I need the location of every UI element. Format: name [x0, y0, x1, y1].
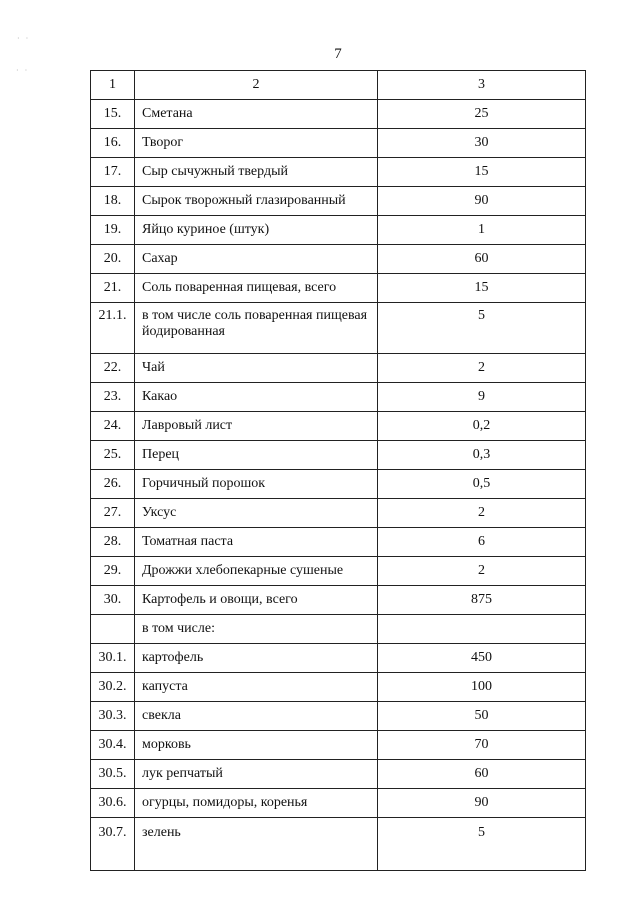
- item-quantity: 2: [378, 354, 586, 383]
- row-number: 18.: [91, 187, 135, 216]
- row-number: 20.: [91, 245, 135, 274]
- row-number: 26.: [91, 470, 135, 499]
- row-number: 30.5.: [91, 760, 135, 789]
- page-number: 7: [334, 46, 342, 62]
- row-number: 28.: [91, 528, 135, 557]
- item-name: Томатная паста: [135, 528, 378, 557]
- table-row: [91, 412, 586, 441]
- item-name: Уксус: [135, 499, 378, 528]
- table-row: [91, 245, 586, 274]
- row-number: 19.: [91, 216, 135, 245]
- row-number: 30.7.: [91, 818, 135, 871]
- item-quantity: 90: [378, 789, 586, 818]
- table-row: [91, 129, 586, 158]
- item-quantity: 0,2: [378, 412, 586, 441]
- table-row: [91, 760, 586, 789]
- item-name: Чай: [135, 354, 378, 383]
- item-name: лук репчатый: [135, 760, 378, 789]
- item-quantity: 450: [378, 644, 586, 673]
- table-row: [91, 100, 586, 129]
- header-cell: 3: [378, 71, 586, 100]
- item-name: Сыр сычужный твердый: [135, 158, 378, 187]
- table-row: [91, 702, 586, 731]
- table-row: [91, 557, 586, 586]
- row-number: 21.: [91, 274, 135, 303]
- item-quantity: 875: [378, 586, 586, 615]
- item-quantity: 60: [378, 245, 586, 274]
- item-name: свекла: [135, 702, 378, 731]
- item-quantity: 0,3: [378, 441, 586, 470]
- row-number: 27.: [91, 499, 135, 528]
- scan-artifact: · ·: [17, 34, 31, 43]
- item-name: капуста: [135, 673, 378, 702]
- item-quantity: 5: [378, 818, 586, 871]
- scan-artifact: · ·: [16, 66, 30, 75]
- item-name: зелень: [135, 818, 378, 871]
- item-name: картофель: [135, 644, 378, 673]
- item-quantity: 15: [378, 158, 586, 187]
- item-name: Перец: [135, 441, 378, 470]
- table-row: [91, 303, 586, 354]
- item-quantity: 9: [378, 383, 586, 412]
- table-row: [91, 187, 586, 216]
- item-quantity: 15: [378, 274, 586, 303]
- table-row: [91, 731, 586, 760]
- row-number: 30.1.: [91, 644, 135, 673]
- item-quantity: 30: [378, 129, 586, 158]
- table-row: [91, 528, 586, 557]
- item-quantity: 1: [378, 216, 586, 245]
- item-quantity: 100: [378, 673, 586, 702]
- item-quantity: 25: [378, 100, 586, 129]
- header-cell: 1: [91, 71, 135, 100]
- table-row: [91, 644, 586, 673]
- table-row: [91, 818, 586, 871]
- row-number: [91, 615, 135, 644]
- item-quantity: 2: [378, 557, 586, 586]
- item-quantity: 0,5: [378, 470, 586, 499]
- table-row: [91, 615, 586, 644]
- row-number: 16.: [91, 129, 135, 158]
- item-name: Творог: [135, 129, 378, 158]
- item-name: Какао: [135, 383, 378, 412]
- norms-table: [90, 70, 586, 871]
- item-name: огурцы, помидоры, коренья: [135, 789, 378, 818]
- item-quantity: [378, 615, 586, 644]
- row-number: 30.6.: [91, 789, 135, 818]
- table-row: [91, 383, 586, 412]
- header-cell: 2: [135, 71, 378, 100]
- item-quantity: 60: [378, 760, 586, 789]
- row-number: 24.: [91, 412, 135, 441]
- row-number: 30.3.: [91, 702, 135, 731]
- table-row: [91, 586, 586, 615]
- item-name: Дрожжи хлебопекарные сушеные: [135, 557, 378, 586]
- table-row: [91, 216, 586, 245]
- item-name: Яйцо куриное (штук): [135, 216, 378, 245]
- item-quantity: 90: [378, 187, 586, 216]
- item-name: Сметана: [135, 100, 378, 129]
- table-header-row: [91, 71, 586, 100]
- table-row: [91, 789, 586, 818]
- item-quantity: 6: [378, 528, 586, 557]
- item-name: Лавровый лист: [135, 412, 378, 441]
- row-number: 30.: [91, 586, 135, 615]
- table-row: [91, 158, 586, 187]
- item-name: Сахар: [135, 245, 378, 274]
- item-name: морковь: [135, 731, 378, 760]
- item-quantity: 5: [378, 303, 586, 354]
- table-row: [91, 673, 586, 702]
- table-row: [91, 470, 586, 499]
- item-name: в том числе соль поваренная пищевая йодированная: [135, 303, 378, 354]
- item-quantity: 2: [378, 499, 586, 528]
- item-name: в том числе:: [135, 615, 378, 644]
- item-quantity: 70: [378, 731, 586, 760]
- row-number: 22.: [91, 354, 135, 383]
- row-number: 17.: [91, 158, 135, 187]
- item-name: Соль поваренная пищевая, всего: [135, 274, 378, 303]
- table-row: [91, 354, 586, 383]
- table-row: [91, 441, 586, 470]
- row-number: 15.: [91, 100, 135, 129]
- row-number: 21.1.: [91, 303, 135, 354]
- item-name: Картофель и овощи, всего: [135, 586, 378, 615]
- row-number: 23.: [91, 383, 135, 412]
- item-name: Горчичный порошок: [135, 470, 378, 499]
- row-number: 29.: [91, 557, 135, 586]
- row-number: 30.4.: [91, 731, 135, 760]
- item-name: Сырок творожный глазированный: [135, 187, 378, 216]
- table-row: [91, 274, 586, 303]
- row-number: 25.: [91, 441, 135, 470]
- table-row: [91, 499, 586, 528]
- item-quantity: 50: [378, 702, 586, 731]
- row-number: 30.2.: [91, 673, 135, 702]
